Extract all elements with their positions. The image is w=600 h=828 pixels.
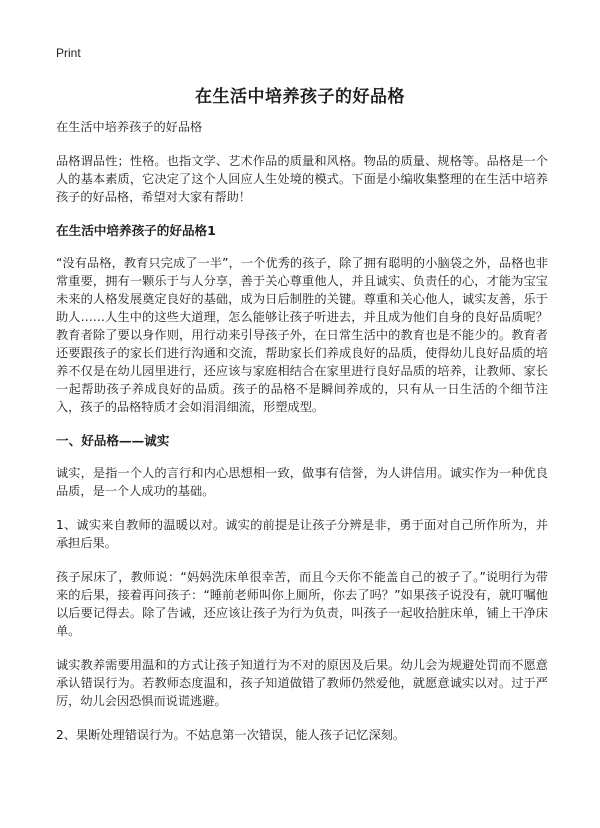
point-1-paragraph: 1、诚实来自教师的温暖以对。诚实的前提是让孩子分辨是非，勇于面对自己所作所为，并承担后果。 [56,518,548,550]
subtitle-paragraph: 在生活中培养孩子的好品格 [56,120,203,134]
section-heading: 在生活中培养孩子的好品格1 [56,223,216,238]
honesty-definition-paragraph: 诚实，是指一个人的言行和内心思想相一致，做事有信誉，为人讲信用。诚实作为一种优良品质，是一个人成功的基础。 [56,466,548,498]
print-link[interactable]: Print [56,46,81,60]
point-2-paragraph: 2、果断处理错误行为。不姑息第一次错误，能人孩子记忆深刻。 [56,728,406,742]
story-paragraph: 孩子尿床了，教师说：“妈妈洗床单很幸苦，而且今天你不能盖自己的被子了。”说明行为带来的后果，接着再问孩子：“睡前老师叫你上厕所，你去了吗？”如果孩子说没有，就叮嘱他以后要记得去。除了告诫，还应该让孩子为行为负责，叫孩子一起收拾脏床单，铺上干净床单。 [56,570,548,638]
intro-paragraph: 品格谓品性；性格。也指文学、艺术作品的质量和风格。物品的质量、规格等。品格是一个人的基本素质，它决定了这个人回应人生处境的模式。下面是小编收集整理的在生活中培养孩子的好品格，希望对大家有帮助！ [56,154,548,204]
honesty-subheading: 一、好品格——诚实 [56,433,170,448]
section-body-paragraph: “没有品格，教育只完成了一半”，一个优秀的孩子，除了拥有聪明的小脑袋之外，品格也非常重要，拥有一颗乐于与人分享，善于关心尊重他人，并且诚实、负责任的心，才能为宝宝未来的人格发展奠定良好的基础，成为日后制胜的关键。尊重和关心他人，诚实友善，乐于助人……人生中的这些大道理，怎么能够让孩子听进去，并且成为他们自身的良好品质呢？教育者除了要以身作则，用行动来引导孩子外，在日常生活中的教育也是不能少的。教育者还要跟孩子的家长们进行沟通和交流，帮助家长们养成良好的品质，使得幼儿良好品质的培养不仅是在幼儿园里进行，还应该与家庭相结合在家里进行良好品质的培养，让教师、家长一起帮助孩子养成良好的品质。孩子的品格不是瞬间养成的，只有从一日生活的个细节注入，孩子的品格特质才会如涓涓细流，形塑成型。 [56,256,548,414]
article-body [56,118,548,760]
guidance-paragraph: 诚实教养需要用温和的方式让孩子知道行为不对的原因及后果。幼儿会为规避处罚而不愿意承认错误行为。若教师态度温和，孩子知道做错了教师仍然爱他，就愿意诚实以对。过于严厉，幼儿会因恐惧而说谎逃避。 [56,658,548,708]
page-title: 在生活中培养孩子的好品格 [195,87,405,107]
